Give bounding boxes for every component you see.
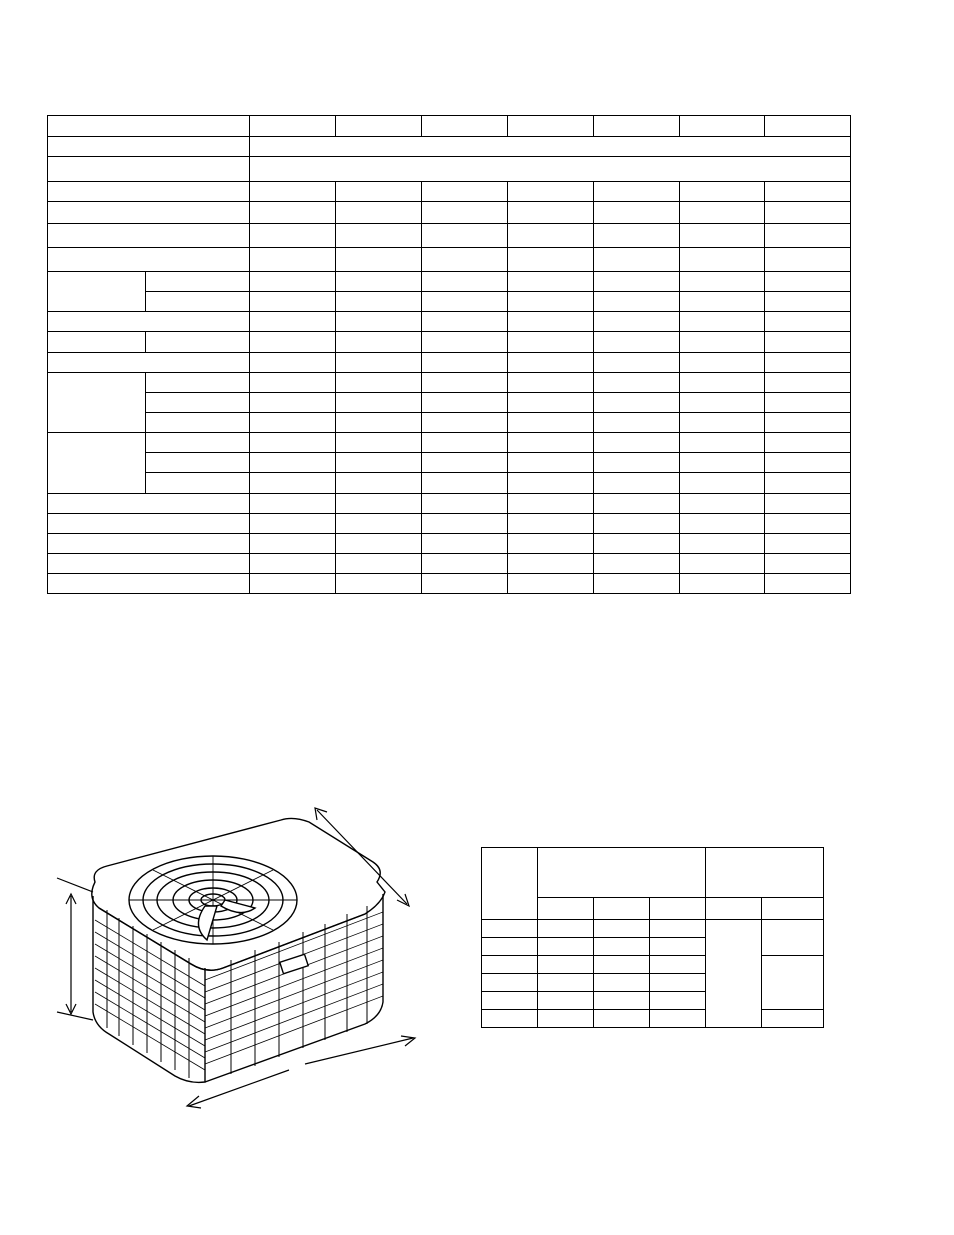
spec-row	[48, 332, 851, 353]
spec-cell	[336, 272, 422, 292]
spec-row	[48, 373, 851, 393]
spec-label-cell	[48, 248, 250, 272]
spec-sublabel-cell	[146, 413, 250, 433]
spec-cell	[422, 292, 508, 312]
spec-row	[48, 137, 851, 157]
dim-merged-cell	[706, 920, 762, 1028]
spec-cell	[765, 272, 851, 292]
spec-cell	[680, 248, 765, 272]
spec-row	[48, 473, 851, 494]
spec-cell	[336, 224, 422, 248]
spec-cell	[680, 373, 765, 393]
spec-cell	[422, 332, 508, 353]
spec-span-cell	[250, 157, 851, 182]
spec-row	[48, 574, 851, 594]
spec-cell	[765, 332, 851, 353]
dim-cell	[538, 974, 594, 992]
spec-cell	[336, 373, 422, 393]
spec-row	[48, 433, 851, 453]
spec-model-cell	[336, 116, 422, 137]
spec-cell	[765, 494, 851, 514]
spec-cell	[422, 473, 508, 494]
spec-cell	[336, 353, 422, 373]
spec-cell	[508, 413, 594, 433]
fan-guard-icon	[129, 856, 297, 944]
spec-cell	[250, 534, 336, 554]
spec-cell	[765, 433, 851, 453]
spec-row	[48, 312, 851, 332]
spec-label-cell	[48, 574, 250, 594]
spec-cell	[250, 393, 336, 413]
spec-cell	[508, 574, 594, 594]
spec-sublabel-cell	[146, 272, 250, 292]
spec-cell	[765, 473, 851, 494]
spec-cell	[594, 312, 680, 332]
spec-cell	[594, 332, 680, 353]
spec-cell	[594, 202, 680, 224]
spec-cell	[336, 413, 422, 433]
spec-cell	[765, 453, 851, 473]
spec-cell	[422, 272, 508, 292]
dim-cell	[650, 992, 706, 1010]
spec-cell	[508, 433, 594, 453]
spec-cell	[594, 224, 680, 248]
spec-cell	[594, 292, 680, 312]
dim-merged-cell	[762, 956, 824, 1010]
dim-cell	[762, 1010, 824, 1028]
dim-cell	[482, 992, 538, 1010]
spec-cell	[594, 373, 680, 393]
spec-cell	[508, 182, 594, 202]
specification-table	[47, 115, 851, 594]
spec-cell	[250, 433, 336, 453]
spec-cell	[336, 332, 422, 353]
spec-row	[48, 494, 851, 514]
spec-cell	[250, 332, 336, 353]
spec-row	[48, 514, 851, 534]
spec-cell	[765, 182, 851, 202]
dim-subheader-cell	[594, 898, 650, 920]
spec-cell	[594, 453, 680, 473]
spec-sublabel-cell	[146, 453, 250, 473]
spec-cell	[508, 202, 594, 224]
spec-cell	[508, 248, 594, 272]
spec-cell	[336, 312, 422, 332]
spec-cell	[250, 292, 336, 312]
spec-cell	[422, 248, 508, 272]
spec-cell	[336, 393, 422, 413]
dim-subheader-cell	[538, 898, 594, 920]
dim-cell	[650, 956, 706, 974]
spec-cell	[765, 514, 851, 534]
spec-cell	[680, 272, 765, 292]
dim-row	[482, 956, 824, 974]
spec-cell	[336, 494, 422, 514]
dim-cell	[538, 1010, 594, 1028]
spec-cell	[508, 393, 594, 413]
spec-row	[48, 202, 851, 224]
dimensions-table	[481, 847, 824, 1028]
spec-cell	[250, 453, 336, 473]
spec-cell	[594, 534, 680, 554]
spec-cell	[594, 353, 680, 373]
spec-cell	[680, 514, 765, 534]
spec-cell	[680, 433, 765, 453]
spec-cell	[594, 554, 680, 574]
spec-cell	[765, 292, 851, 312]
spec-cell	[250, 373, 336, 393]
dim-cell	[650, 938, 706, 956]
spec-cell	[765, 534, 851, 554]
spec-cell	[765, 393, 851, 413]
spec-row	[48, 353, 851, 373]
spec-cell	[250, 473, 336, 494]
spec-cell	[508, 473, 594, 494]
spec-cell	[422, 494, 508, 514]
spec-cell	[422, 224, 508, 248]
dim-cell	[482, 920, 538, 938]
spec-cell	[765, 574, 851, 594]
spec-cell	[422, 312, 508, 332]
spec-row	[48, 413, 851, 433]
spec-cell	[336, 248, 422, 272]
spec-group-cell	[48, 272, 146, 312]
dim-cell	[594, 956, 650, 974]
dim-cell	[594, 992, 650, 1010]
spec-cell	[680, 182, 765, 202]
spec-cell	[250, 224, 336, 248]
spec-cell	[594, 413, 680, 433]
dim-row	[482, 920, 824, 938]
spec-row	[48, 554, 851, 574]
spec-cell	[765, 373, 851, 393]
spec-model-cell	[422, 116, 508, 137]
spec-cell	[336, 292, 422, 312]
spec-label-cell	[48, 224, 250, 248]
spec-cell	[250, 312, 336, 332]
spec-row	[48, 248, 851, 272]
dim-subheader-cell	[650, 898, 706, 920]
spec-cell	[250, 554, 336, 574]
spec-model-cell	[765, 116, 851, 137]
dim-cell	[482, 938, 538, 956]
dim-cell	[594, 974, 650, 992]
spec-cell	[680, 202, 765, 224]
spec-cell	[594, 248, 680, 272]
dim-subheader-cell	[762, 898, 824, 920]
dim-header-row	[482, 848, 824, 898]
spec-cell	[680, 473, 765, 494]
spec-cell	[336, 433, 422, 453]
spec-span-cell	[250, 137, 851, 157]
spec-cell	[765, 353, 851, 373]
dim-cell	[538, 920, 594, 938]
spec-cell	[765, 312, 851, 332]
spec-cell	[594, 494, 680, 514]
dim-cell	[482, 956, 538, 974]
spec-cell	[336, 182, 422, 202]
spec-cell	[336, 534, 422, 554]
spec-model-cell	[680, 116, 765, 137]
spec-cell	[765, 202, 851, 224]
spec-cell	[336, 202, 422, 224]
spec-cell	[422, 534, 508, 554]
spec-cell	[508, 514, 594, 534]
spec-cell	[508, 453, 594, 473]
spec-cell	[250, 353, 336, 373]
spec-row	[48, 292, 851, 312]
spec-row	[48, 182, 851, 202]
spec-group-cell	[48, 332, 146, 353]
spec-sublabel-cell	[146, 292, 250, 312]
spec-label-cell	[48, 312, 250, 332]
dim-row	[482, 1010, 824, 1028]
spec-cell	[594, 514, 680, 534]
spec-cell	[765, 413, 851, 433]
spec-sublabel-cell	[146, 473, 250, 494]
spec-sublabel-cell	[146, 332, 250, 353]
spec-row	[48, 453, 851, 473]
spec-cell	[422, 574, 508, 594]
spec-model-cell	[250, 116, 336, 137]
spec-cell	[680, 494, 765, 514]
spec-cell	[680, 292, 765, 312]
dim-subheader-cell	[706, 898, 762, 920]
dim-group-header	[538, 848, 706, 898]
spec-model-cell	[508, 116, 594, 137]
dim-cell	[594, 1010, 650, 1028]
spec-cell	[680, 332, 765, 353]
spec-cell	[250, 202, 336, 224]
spec-cell	[594, 272, 680, 292]
spec-label-cell	[48, 202, 250, 224]
spec-cell	[508, 272, 594, 292]
unit-nameplate	[280, 954, 308, 973]
spec-label-cell	[48, 137, 250, 157]
spec-cell	[680, 224, 765, 248]
spec-label-cell	[48, 182, 250, 202]
spec-cell	[422, 353, 508, 373]
spec-cell	[508, 353, 594, 373]
spec-cell	[680, 353, 765, 373]
spec-cell	[594, 574, 680, 594]
spec-cell	[508, 554, 594, 574]
spec-cell	[594, 393, 680, 413]
spec-header-row	[48, 116, 851, 137]
dim-cell	[594, 920, 650, 938]
spec-sublabel-cell	[146, 373, 250, 393]
spec-group-cell	[48, 433, 146, 494]
dim-cell	[650, 974, 706, 992]
dim-cell	[538, 938, 594, 956]
spec-cell	[250, 182, 336, 202]
spec-cell	[250, 574, 336, 594]
spec-cell	[250, 248, 336, 272]
spec-cell	[508, 332, 594, 353]
spec-cell	[422, 413, 508, 433]
spec-cell	[250, 494, 336, 514]
spec-cell	[594, 433, 680, 453]
spec-cell	[336, 554, 422, 574]
spec-label-cell	[48, 353, 250, 373]
spec-cell	[336, 574, 422, 594]
spec-cell	[422, 182, 508, 202]
spec-cell	[765, 224, 851, 248]
spec-sublabel-cell	[146, 433, 250, 453]
dim-cell	[538, 956, 594, 974]
spec-cell	[336, 453, 422, 473]
spec-group-cell	[48, 373, 146, 433]
dim-cell	[482, 974, 538, 992]
spec-row	[48, 393, 851, 413]
dim-cell	[650, 1010, 706, 1028]
spec-cell	[250, 272, 336, 292]
spec-cell	[250, 413, 336, 433]
spec-cell	[422, 554, 508, 574]
spec-cell	[422, 433, 508, 453]
spec-cell	[422, 202, 508, 224]
spec-cell	[508, 534, 594, 554]
spec-cell	[594, 182, 680, 202]
spec-cell	[422, 373, 508, 393]
dim-cell	[538, 992, 594, 1010]
spec-cell	[680, 534, 765, 554]
spec-model-cell	[594, 116, 680, 137]
spec-cell	[680, 312, 765, 332]
condensing-unit-illustration	[55, 800, 435, 1130]
dim-cell	[650, 920, 706, 938]
spec-cell	[680, 413, 765, 433]
spec-cell	[508, 312, 594, 332]
spec-label-cell	[48, 554, 250, 574]
dim-group-header	[706, 848, 824, 898]
spec-row	[48, 224, 851, 248]
dim-merged-cell	[762, 920, 824, 956]
spec-cell	[765, 554, 851, 574]
spec-cell	[508, 292, 594, 312]
spec-label-cell	[48, 534, 250, 554]
spec-row	[48, 272, 851, 292]
spec-label-cell	[48, 514, 250, 534]
spec-row	[48, 157, 851, 182]
spec-row	[48, 534, 851, 554]
dim-cell	[482, 1010, 538, 1028]
spec-cell	[336, 473, 422, 494]
spec-cell	[680, 393, 765, 413]
spec-cell	[422, 514, 508, 534]
spec-cell	[336, 514, 422, 534]
spec-cell	[250, 514, 336, 534]
spec-cell	[508, 494, 594, 514]
spec-header-cell	[48, 116, 250, 137]
spec-cell	[765, 248, 851, 272]
dim-cell	[594, 938, 650, 956]
spec-cell	[422, 453, 508, 473]
spec-label-cell	[48, 494, 250, 514]
spec-cell	[680, 554, 765, 574]
spec-label-cell	[48, 157, 250, 182]
spec-cell	[594, 473, 680, 494]
spec-cell	[680, 574, 765, 594]
spec-cell	[680, 453, 765, 473]
spec-cell	[508, 224, 594, 248]
spec-cell	[508, 373, 594, 393]
spec-sublabel-cell	[146, 393, 250, 413]
dim-model-header	[482, 848, 538, 920]
spec-cell	[422, 393, 508, 413]
